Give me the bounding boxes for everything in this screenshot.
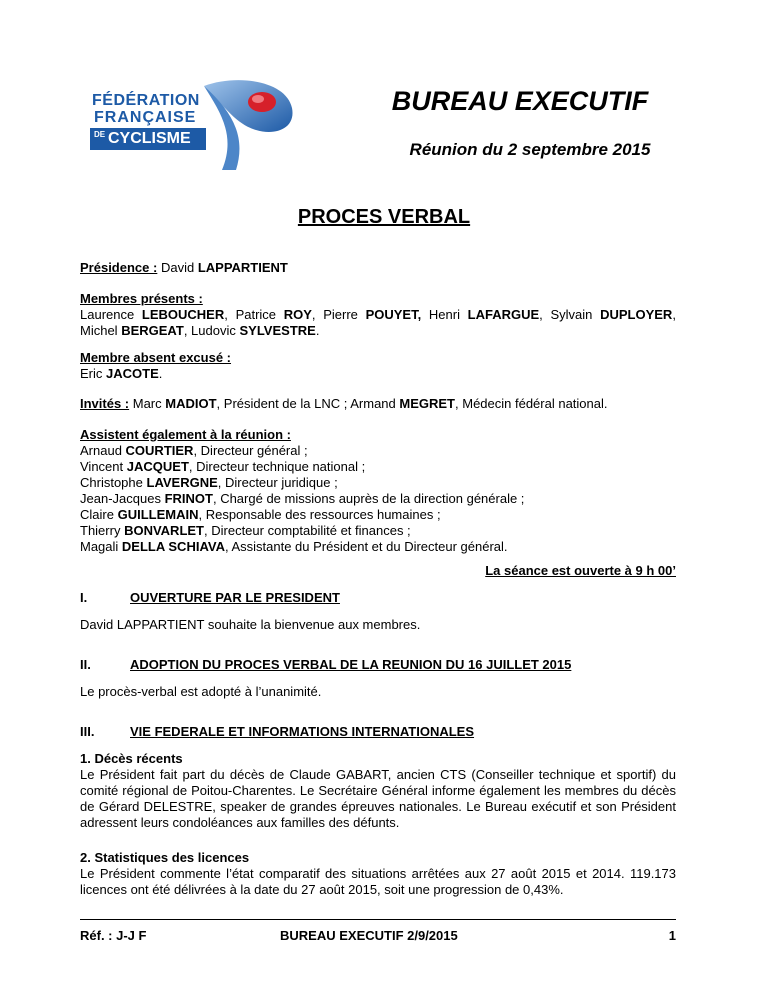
logo-line3: CYCLISME (108, 130, 191, 147)
subsection-title: 1. Décès récents (80, 751, 183, 766)
document-title: PROCES VERBAL (297, 206, 471, 228)
membres-label-block (80, 291, 676, 307)
member-sep (421, 307, 429, 322)
attendee-role: , Directeur juridique ; (217, 475, 338, 490)
attendee-row (80, 491, 676, 507)
section-number: III. (80, 724, 95, 739)
attendee-role: , Directeur comptabilité et finances ; (204, 523, 411, 538)
meeting-date: Réunion du 2 septembre 2015 (409, 140, 651, 159)
section-heading-3 (80, 724, 676, 740)
member-last: POUYET, (365, 307, 422, 322)
person-last: LAPPARTIENT (197, 260, 288, 275)
person-role: , Président de la LNC ; (216, 396, 351, 411)
assistent-block (80, 427, 676, 555)
member-last: DUPLOYER (600, 307, 673, 322)
attendee-row (80, 443, 676, 459)
presidence (80, 260, 676, 276)
person-first: Marc (132, 396, 162, 411)
attendee-last: FRINOT (164, 491, 213, 506)
member-last: LAFARGUE (467, 307, 540, 322)
attendee-last: DELLA SCHIAVA (121, 539, 225, 554)
section-number: I. (80, 590, 88, 605)
person-first: David (160, 260, 195, 275)
section-text-1: David LAPPARTIENT souhaite la bienvenue aux membres. (80, 617, 421, 632)
member-first: Sylvain (550, 307, 593, 322)
section-title: OUVERTURE PAR LE PRESIDENT (130, 590, 340, 605)
section-text-2: Le procès-verbal est adopté à l’unanimité. (80, 684, 322, 699)
member-sep: , (672, 307, 676, 322)
assistent-label: Assistent également à la réunion : (80, 427, 291, 442)
attendee-first: Vincent (80, 459, 124, 474)
presidence-label: Présidence : (80, 260, 158, 275)
subsection-text: Le Président commente l’état comparatif des situations arrêtées aux 27 août 2015 et 2014. 119.173 licences ont été délivrées à la date du 27 août 2015, soit une progression de 0,43%. (80, 866, 676, 897)
person-first: Eric (80, 366, 103, 381)
invites-label: Invités : (80, 396, 130, 411)
attendee-first: Magali (80, 539, 119, 554)
attendee-first: Christophe (80, 475, 143, 490)
section-number: II. (80, 657, 91, 672)
membres-label: Membres présents : (80, 291, 203, 306)
logo-line1: FÉDÉRATION (92, 92, 200, 109)
member-last: BERGEAT (121, 323, 184, 338)
subsection-text: Le Président fait part du décès de Claude GABART, ancien CTS (Conseiller technique et sportif) du comité régional de Poitou-Charentes. Le Secrétaire Général informe également les membres du décès de Gérard DELESTRE, speaker de grandes épreuves nationales. Le Bureau exécutif et son Président adressent leurs condoléances aux familles des défunts. (80, 767, 676, 830)
page-title: BUREAU EXECUTIF (391, 86, 649, 116)
assistent-list (80, 443, 676, 555)
section-heading-2 (80, 657, 676, 673)
attendee-last: GUILLEMAIN (117, 507, 199, 522)
member-first: Laurence (80, 307, 135, 322)
section-heading-1 (80, 590, 676, 606)
attendee-row (80, 475, 676, 491)
attendee-first: Claire (80, 507, 114, 522)
footer-ref: Réf. : J-J F (80, 928, 147, 943)
member-sep: , (183, 323, 192, 338)
attendee-last: COURTIER (125, 443, 194, 458)
punct: . (158, 366, 163, 381)
subsection-2 (80, 850, 676, 898)
attendee-last: JACQUET (126, 459, 189, 474)
section-title: ADOPTION DU PROCES VERBAL DE LA REUNION DU 16 JUILLET 2015 (130, 657, 572, 672)
seance-opening (80, 563, 676, 579)
attendee-first: Jean-Jacques (80, 491, 161, 506)
member-first: Pierre (323, 307, 358, 322)
person-role: , Médecin fédéral national. (455, 396, 608, 411)
member-last: LEBOUCHER (141, 307, 225, 322)
attendee-row (80, 507, 676, 523)
attendee-role: , Chargé de missions auprès de la direction générale ; (212, 491, 525, 506)
invites-block (80, 396, 676, 412)
logo-de: DE (94, 130, 106, 139)
ffc-logo (86, 78, 298, 173)
attendee-row (80, 459, 676, 475)
subsection-1 (80, 751, 676, 831)
attendee-role: , Assistante du Président et du Directeur général. (224, 539, 508, 554)
footer-rule (80, 919, 676, 920)
person-first: Armand (350, 396, 396, 411)
subsection-title: 2. Statistiques des licences (80, 850, 250, 865)
member-sep: , (539, 307, 551, 322)
attendee-role: , Responsable des ressources humaines ; (198, 507, 441, 522)
member-last: SYLVESTRE (239, 323, 316, 338)
member-sep: . (315, 323, 320, 338)
member-sep: , (224, 307, 236, 322)
member-last: ROY (283, 307, 312, 322)
attendee-role: , Directeur technique national ; (188, 459, 366, 474)
attendee-first: Arnaud (80, 443, 122, 458)
attendee-role: , Directeur général ; (193, 443, 308, 458)
attendee-row (80, 523, 676, 539)
member-first: Ludovic (191, 323, 236, 338)
logo-band (90, 128, 206, 150)
member-first: Patrice (235, 307, 277, 322)
attendee-row (80, 539, 676, 555)
person-last: MEGRET (399, 396, 456, 411)
member-first: Henri (428, 307, 460, 322)
logo-line2: FRANÇAISE (94, 109, 197, 126)
attendee-last: BONVARLET (124, 523, 205, 538)
absent-label: Membre absent excusé : (80, 350, 232, 365)
footer-title: BUREAU EXECUTIF 2/9/2015 (280, 928, 458, 943)
person-last: JACOTE (106, 366, 159, 381)
seance-text: La séance est ouverte à 9 h 00’ (485, 563, 676, 578)
absent-block (80, 350, 676, 382)
member-first: Michel (80, 323, 118, 338)
membres-list (80, 307, 676, 339)
attendee-first: Thierry (80, 523, 121, 538)
person-last: MADIOT (165, 396, 217, 411)
section-title: VIE FEDERALE ET INFORMATIONS INTERNATIONALES (130, 724, 475, 739)
member-sep: , (311, 307, 324, 322)
attendee-last: LAVERGNE (146, 475, 218, 490)
page-number: 1 (668, 928, 676, 943)
